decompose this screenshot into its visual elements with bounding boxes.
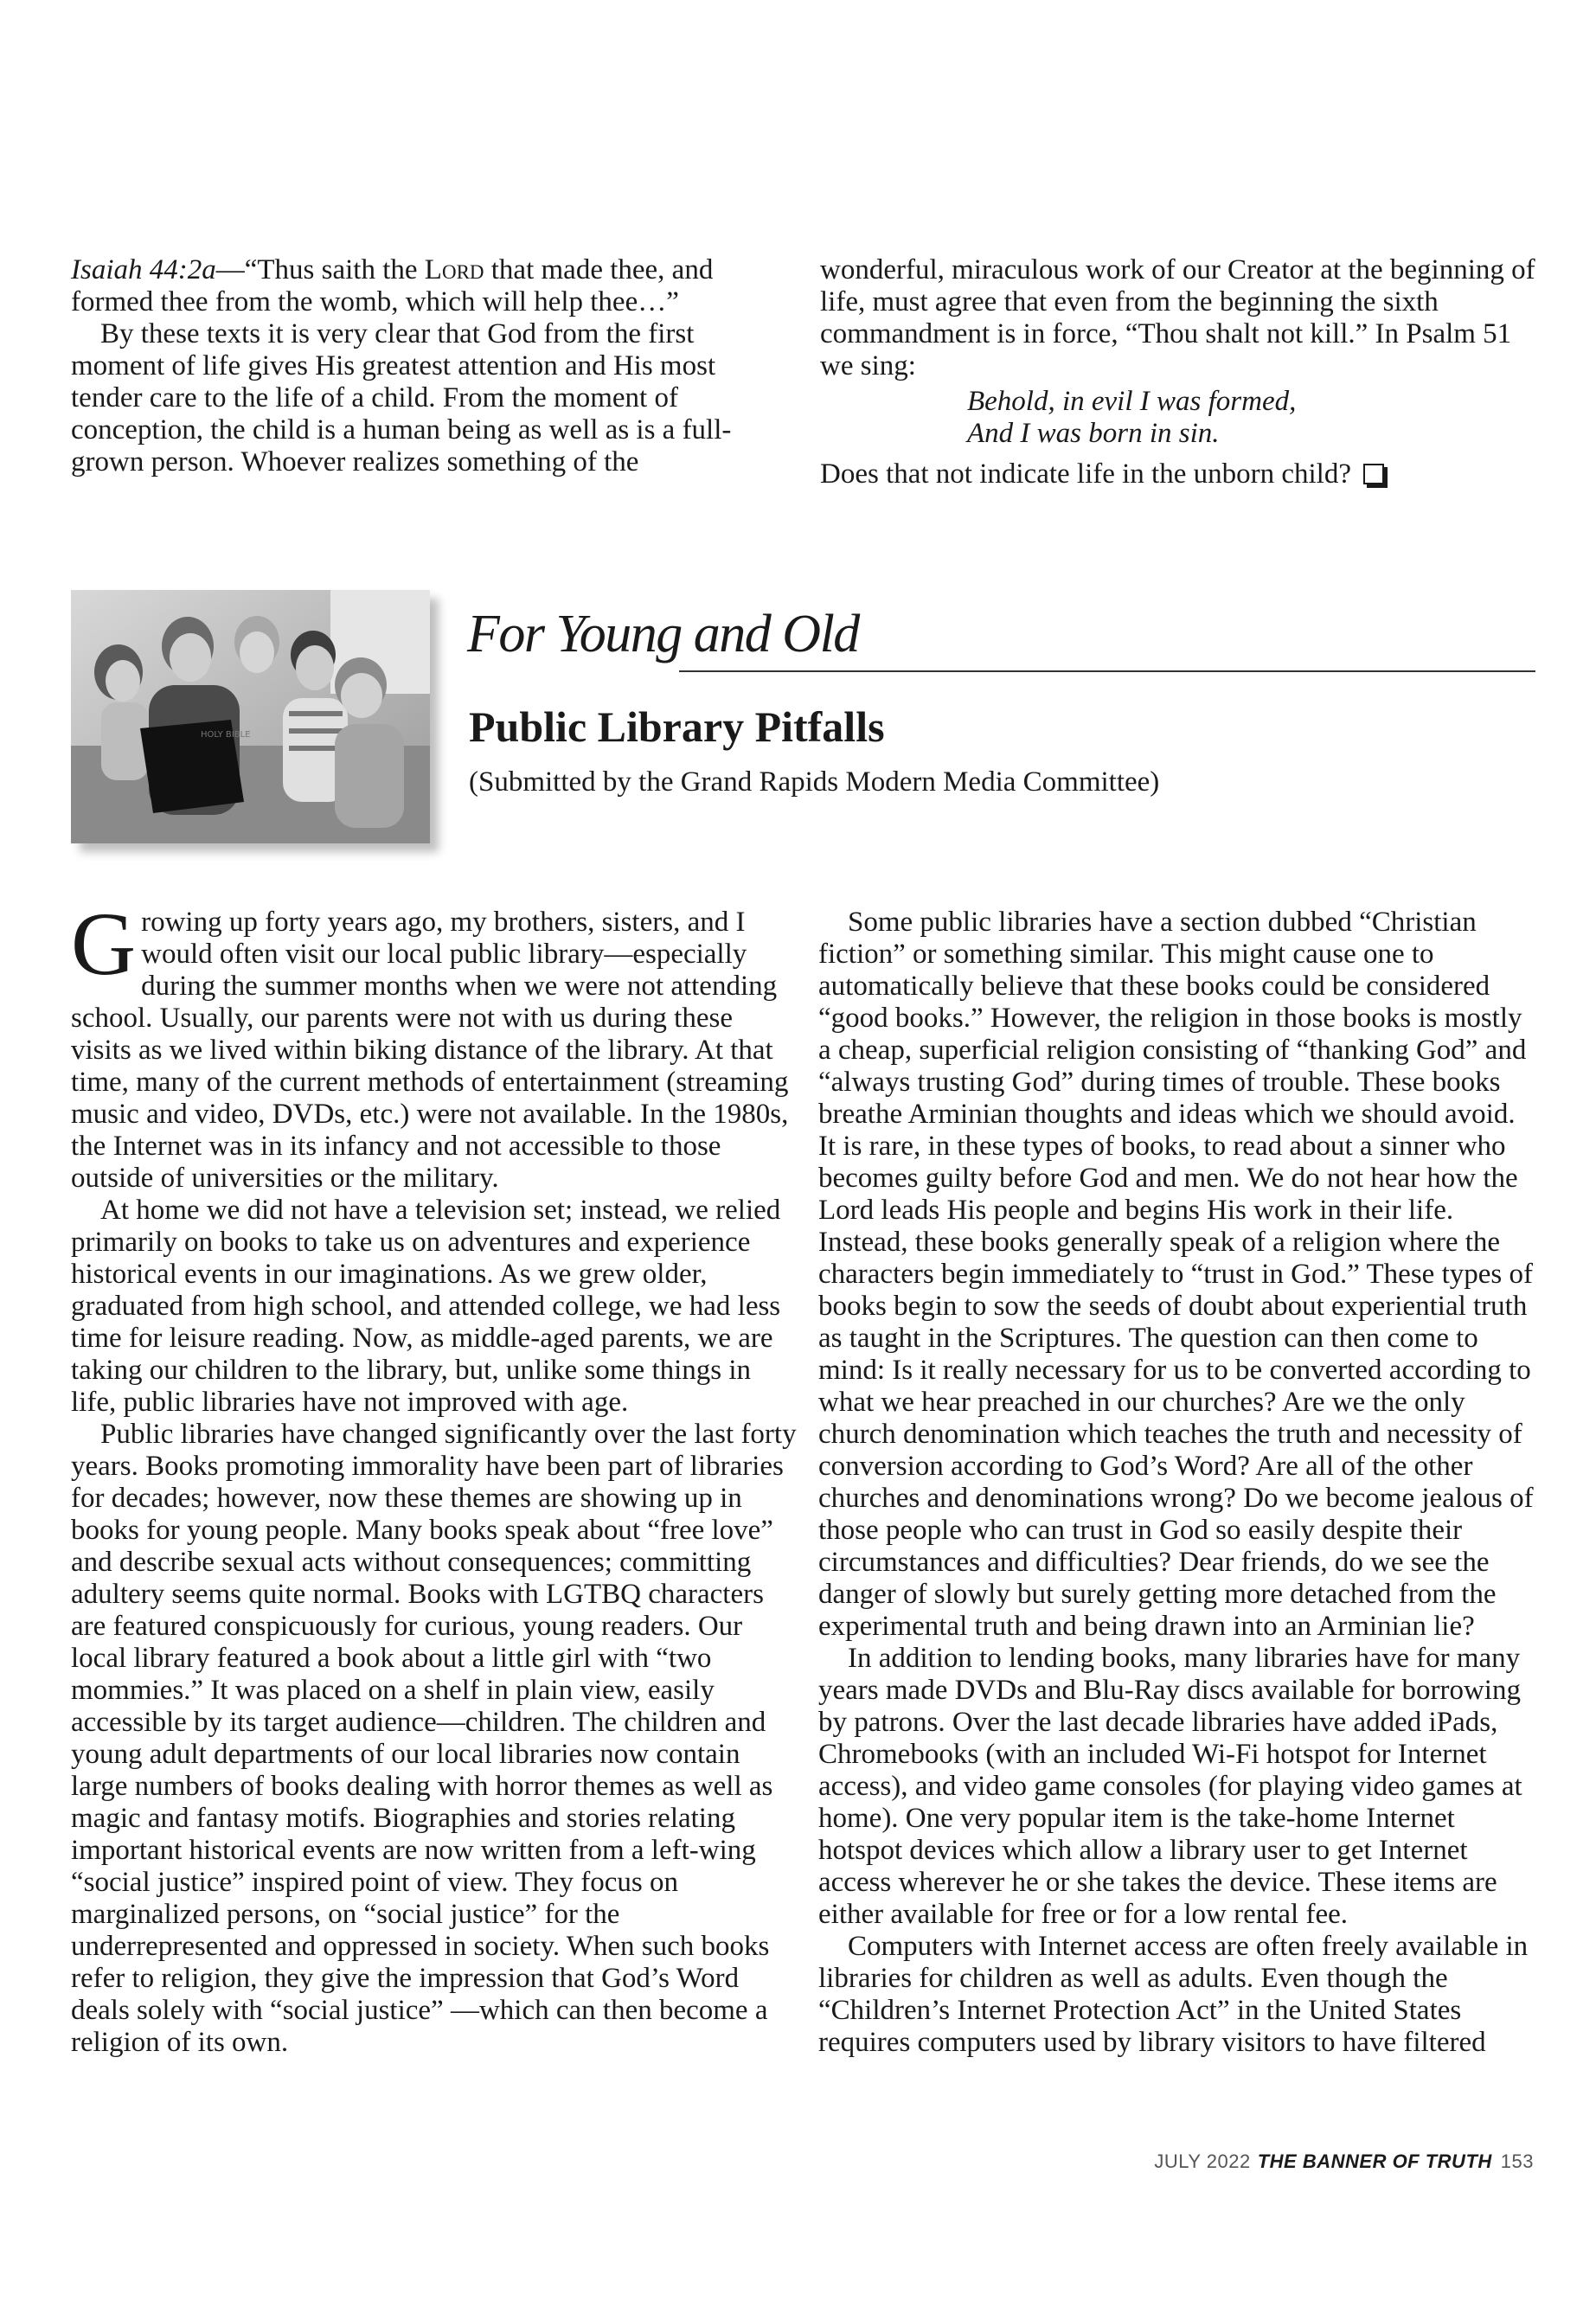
verse-reference: Isaiah 44:2a xyxy=(71,254,216,285)
article-title: Public Library Pitfalls xyxy=(469,702,885,751)
family-bible-photo xyxy=(71,590,430,843)
section-title: For Young and Old xyxy=(467,605,859,663)
body-paragraph-5: In addition to lending books, many libraries have for many years made DVDs and Blu-Ray discs available for borrowing by patrons. Over the last decade libraries have added iPads, Chromebooks (with an included Wi-Fi hotspot for Internet access), and video game consoles (for playing video games at home). One very popular item is the take-home Internet hotspot devices which allow a library user to get Internet access wherever he or she takes the device. These items are either available for free or for a low rental fee. xyxy=(818,1643,1522,1930)
verse-text-start: —“Thus saith the xyxy=(215,254,425,285)
body-paragraph-3: Public libraries have changed significantly over the last forty years. Books promoting immorality have been part of libraries for decades; however, now these themes are showing up in books for young people. Many books speak about “free love” and describe sexual acts without consequences; committing adultery seems quite normal. Books with LGTBQ characters are featured conspicuously for curious, young readers. Our local library featured a book about a little girl with “two mommies.” It was placed on a shelf in plain view, easily accessible by its target audience—children. The children and young adult departments of our local libraries now contain large numbers of books dealing with horror themes as well as magic and fantasy motifs. Biographies and stories relating important historical events are now written from a left-wing “social justice” inspired point of view. They focus on marginalized persons, on “social justice” for the underrepresented and oppressed in society. When such books refer to religion, they give the impression that God’s Word deals solely with “social justice” —which can then become a religion of its own. xyxy=(71,1419,797,2058)
closing-line xyxy=(820,458,1538,490)
poem-line-1: Behold, in evil I was formed, xyxy=(967,386,1297,417)
top-left-paragraph: By these texts it is very clear that God from the first moment of life gives His greatest attention and His most tender care to the life of a child. From the moment of conception, the child is a human being as well as is a full-grown person. Whoever realizes something of the xyxy=(71,318,732,478)
section-title-rule xyxy=(679,670,1535,672)
footer-date: JULY 2022 xyxy=(1154,2150,1251,2172)
body-left-column xyxy=(71,894,798,2059)
body-paragraph-1 xyxy=(71,894,798,1195)
drop-cap: G xyxy=(71,894,137,994)
photo-illustration xyxy=(71,590,430,843)
verse-lord: Lord xyxy=(424,254,484,285)
article-subtitle: (Submitted by the Grand Rapids Modern Media Committee) xyxy=(469,766,1160,798)
page-footer xyxy=(1154,2150,1534,2173)
bible-label: HOLY BIBLE xyxy=(201,730,251,740)
verse-text-rest: that made thee, and formed thee from the womb, which will help thee…” xyxy=(71,254,714,317)
body-paragraph-2: At home we did not have a television set; instead, we relied primarily on books to take us on adventures and experience historical events in our imaginations. As we grew older, graduated from high school, and attended college, we had less time for leisure reading. Now, as middle-aged parents, we are taking our children to the library, but, unlike some things in life, public libraries have not improved with age. xyxy=(71,1195,781,1418)
top-left-column xyxy=(71,254,763,478)
body-paragraph-1-text: rowing up forty years ago, my brothers, sisters, and I would often visit our local public library—especially during the summer months when we were not attending school. Usually, our parents were not with us during these visits as we lived within biking distance of the library. At that time, many of the current methods of entertainment (streaming music and video, DVDs, etc.) were not available. In the 1980s, the Internet was in its infancy and not accessible to those outside of universities or the military. xyxy=(71,907,789,1194)
top-right-column xyxy=(820,254,1538,490)
footer-publication: THE BANNER OF TRUTH xyxy=(1257,2150,1492,2172)
body-paragraph-4: Some public libraries have a section dubbed “Christian fiction” or something similar. This might cause one to automatically believe that these books could be considered “good books.” However, the religion in those books is mostly a cheap, superficial religion consisting of “thanking God” and “always trusting God” during times of trouble. These books breathe Arminian thoughts and ideas which we should avoid. It is rare, in these types of books, to read about a sinner who becomes guilty before God and men. We do not hear how the Lord leads His people and begins His work in their life. Instead, these books generally speak of a religion where the characters begin immediately to “trust in God.” These types of books begin to sow the seeds of doubt about experiential truth as taught in the Scriptures. The question can then come to mind: Is it really necessary for us to be converted according to what we hear preached in our churches? Are we the only church denomination which teaches the truth and necessity of conversion according to God’s Word? Are all of the other churches and denominations wrong? Do we become jealous of those people who can trust in God so easily despite their circumstances and difficulties? Dear friends, do we see the danger of slowly but surely getting more detached from the experimental truth and being drawn into an Arminian lie? xyxy=(818,907,1534,1642)
verse-paragraph xyxy=(71,254,763,318)
page-number: 153 xyxy=(1500,2150,1534,2172)
top-right-paragraph: wonderful, miraculous work of our Creator at the beginning of life, must agree that even from the beginning the sixth commandment is in force, “Thou shalt not kill.” In Psalm 51 we sing: xyxy=(820,254,1535,381)
end-mark-icon xyxy=(1363,464,1384,484)
body-right-column xyxy=(818,907,1538,2059)
poem-line-2: And I was born in sin. xyxy=(967,418,1220,449)
body-paragraph-6: Computers with Internet access are often freely available in libraries for children as well as adults. Even though the “Children’s Internet Protection Act” in the United States requires computers used by library visitors to have filtered xyxy=(818,1931,1529,2058)
closing-text: Does that not indicate life in the unborn child? xyxy=(820,458,1351,490)
